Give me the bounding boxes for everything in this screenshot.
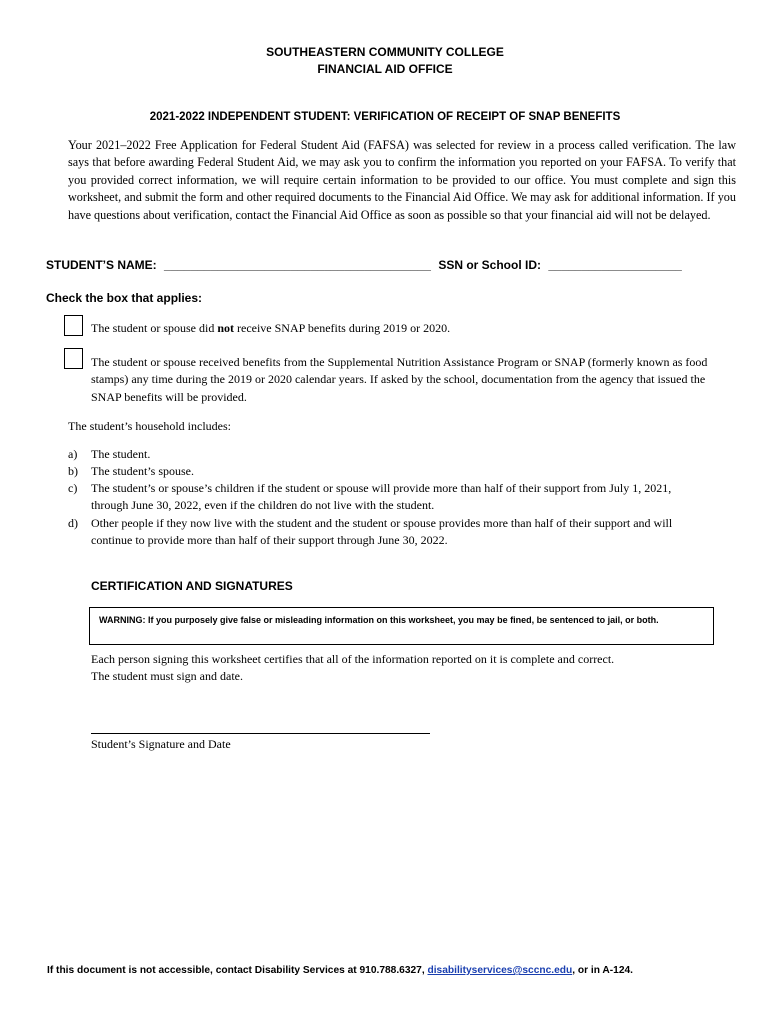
option1-post: receive SNAP benefits during 2019 or 2020.	[234, 321, 451, 335]
received-snap-option-text: The student or spouse received benefits from the Supplemental Nutrition Assistance Program or SNAP (formerly known as food stamps) any time during the 2019 or 2020 calendar years. If asked by the school, documentation from the agency that issued the SNAP benefits will be provided.	[91, 355, 708, 404]
no-snap-checkbox[interactable]	[64, 315, 83, 336]
received-snap-checkbox[interactable]	[64, 348, 83, 369]
student-info-row	[46, 258, 682, 272]
list-text: The student’s spouse.	[91, 464, 194, 478]
warning-text: WARNING: If you purposely give false or misleading information on this worksheet, you may be fined, be sentenced to jail, or both.	[99, 615, 659, 625]
student-name-field[interactable]: ________________________________________	[164, 258, 431, 272]
signature-line[interactable]	[91, 733, 430, 734]
list-marker: a)	[68, 447, 78, 461]
intro-paragraph: Your 2021–2022 Free Application for Federal Student Aid (FAFSA) was selected for review in a process called verification. The law says that before awarding Federal Student Aid, we may ask you to confirm the information you reported on your FAFSA. To verify that you provided correct information, we will require certain information to be provided to our office. You must complete and sign this worksheet, and submit the form and other required documents to the Financial Aid Office. We may ask for additional information. If you have questions about verification, contact the Financial Aid Office as soon as possible so that your financial aid will not be delayed.	[68, 138, 736, 222]
institution-name: SOUTHEASTERN COMMUNITY COLLEGE	[266, 45, 504, 59]
warning-box	[89, 607, 714, 645]
list-text: The student’s or spouse’s children if the student or spouse will provide more than half of their support from July 1, 2021, through June 30, 2022, even if the children do not live with the student.	[91, 481, 672, 513]
signing-instruction: The student must sign and date.	[91, 669, 243, 683]
certification-heading: CERTIFICATION AND SIGNATURES	[91, 579, 293, 593]
ssn-field[interactable]: ____________________	[548, 258, 682, 272]
option1-bold: not	[217, 321, 234, 335]
signature-label: Student’s Signature and Date	[91, 737, 231, 751]
household-intro: The student’s household includes:	[68, 419, 231, 433]
list-marker: c)	[68, 481, 78, 495]
no-snap-option-text	[91, 320, 723, 337]
option1-pre: The student or spouse did	[91, 321, 218, 335]
list-text: The student.	[91, 447, 151, 461]
ssn-label: SSN or School ID:	[438, 258, 541, 272]
footer-suffix: , or in A-124.	[572, 965, 633, 976]
list-text: Other people if they now live with the student and the student or spouse provides more than half of their support and will continue to provide more than half of their support through June 30, 2022.	[91, 516, 673, 548]
certification-statement: Each person signing this worksheet certifies that all of the information reported on it is complete and correct.	[91, 652, 615, 666]
footer-prefix: If this document is not accessible, contact Disability Services at 910.788.6327,	[47, 965, 428, 976]
list-marker: d)	[68, 516, 78, 530]
student-name-label: STUDENT’S NAME:	[46, 258, 157, 272]
accessibility-footer	[47, 965, 633, 976]
check-box-heading: Check the box that applies:	[46, 291, 203, 305]
office-name: FINANCIAL AID OFFICE	[317, 62, 453, 76]
form-title: 2021-2022 INDEPENDENT STUDENT: VERIFICATION OF RECEIPT OF SNAP BENEFITS	[149, 111, 621, 123]
list-marker: b)	[68, 464, 78, 478]
disability-services-email-link[interactable]: disabilityservices@sccnc.edu	[427, 965, 573, 976]
